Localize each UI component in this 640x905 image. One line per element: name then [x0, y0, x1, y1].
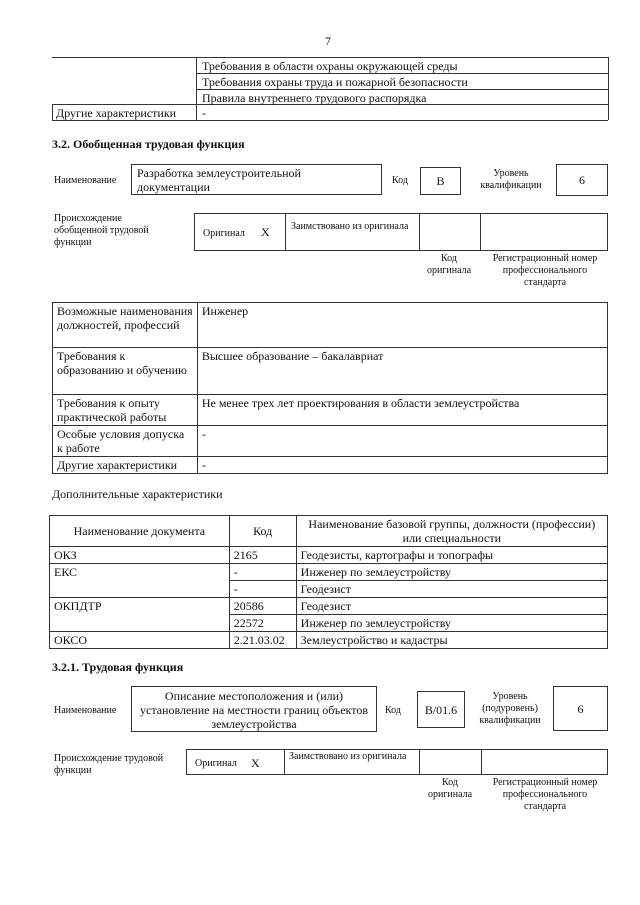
s321-code-label: Код [385, 705, 401, 716]
table-row [53, 303, 608, 348]
table-row [53, 348, 608, 395]
s321-name-box [131, 686, 377, 732]
info-value-cell: Инженер [197, 303, 607, 348]
s321-code-orig-caption: Код оригинала [427, 777, 473, 800]
info-value-cell: - [197, 457, 607, 474]
s32-original-mark: X [261, 225, 270, 239]
code-cell: 20586 [229, 598, 296, 615]
code-cell: - [229, 581, 296, 598]
section-321-title: 3.2.1. Трудовая функция [52, 660, 184, 674]
additional-title: Дополнительные характеристики [52, 487, 223, 501]
info-label-cell: Другие характеристики [53, 457, 198, 474]
s32-origin-box [194, 213, 608, 251]
info-label-cell: Возможные наименования должностей, профессий [53, 303, 198, 348]
table-row [53, 457, 608, 474]
name-cell: Землеустройство и кадастры [296, 632, 607, 649]
top-row-2: Требования охраны труда и пожарной безопасности [202, 75, 468, 89]
s321-origin-box [186, 749, 608, 775]
additional-table [49, 515, 608, 649]
header-doc: Наименование документа [50, 516, 230, 547]
s32-reg-caption: Регистрационный номер профессионального стандарта [492, 253, 598, 288]
name-cell: Геодезисты, картографы и топографы [296, 547, 607, 564]
info-value-cell: Не менее трех лет проектирования в области землеустройства [197, 395, 607, 426]
s321-borrowed-label: Заимствовано из оригинала [289, 751, 407, 762]
top-row-3: Правила внутреннего трудового распорядка [202, 91, 427, 105]
s32-code-label: Код [392, 175, 408, 186]
s32-code-box [420, 167, 461, 195]
table-row [53, 395, 608, 426]
table-row [50, 564, 608, 581]
table-row [50, 632, 608, 649]
s321-origin-label: Происхождение трудовой функции [54, 753, 164, 776]
section-32-title: 3.2. Обобщенная трудовая функция [52, 137, 245, 151]
info-value-cell: - [197, 426, 607, 457]
s32-code-orig-caption: Код оригинала [426, 253, 472, 276]
header-name: Наименование базовой группы, должности (профессии) или специальности [296, 516, 607, 547]
s321-name-value: Описание местоположения и (или) установление на местности границ объектов землеустройства [140, 689, 368, 731]
code-cell: 2.21.03.02 [229, 632, 296, 649]
s321-code-value: B/01.6 [424, 703, 458, 717]
page-number: 7 [325, 34, 331, 48]
doc-cell: ОКПДТР [50, 598, 230, 632]
s321-reg-caption: Регистрационный номер профессионального стандарта [492, 777, 598, 812]
name-cell: Геодезист [296, 581, 607, 598]
doc-cell: ОКЗ [50, 547, 230, 564]
top-other-label: Другие характеристики [56, 106, 177, 120]
s321-original-mark: X [251, 756, 260, 770]
s321-level-label: Уровень (подуровень) квалификации [479, 691, 541, 726]
doc-cell: ОКСО [50, 632, 230, 649]
info-label-cell: Требования к опыту практической работы [53, 395, 198, 426]
top-row-1: Требования в области охраны окружающей среды [202, 59, 458, 73]
name-cell: Инженер по землеустройству [296, 615, 607, 632]
code-cell: - [229, 564, 296, 581]
info-value-cell: Высшее образование – бакалавриат [197, 348, 607, 395]
s321-name-label: Наименование [54, 705, 117, 716]
info-label-cell: Особые условия допуска к работе [53, 426, 198, 457]
table-row [53, 426, 608, 457]
table-header-row [50, 516, 608, 547]
s32-level-label: Уровень квалификации [480, 168, 542, 191]
name-cell: Инженер по землеустройству [296, 564, 607, 581]
s321-level-box [553, 686, 608, 731]
s32-name-label: Наименование [54, 175, 117, 186]
s321-level-value: 6 [577, 702, 584, 716]
s321-original-label: Оригинал [195, 758, 237, 769]
s32-origin-label: Происхождение обобщенной трудовой функции [54, 213, 149, 248]
s32-level-value: 6 [579, 173, 585, 187]
s32-level-box [556, 164, 608, 196]
top-other-value: - [202, 106, 206, 120]
s32-name-box [131, 164, 382, 195]
code-cell: 22572 [229, 615, 296, 632]
name-cell: Геодезист [296, 598, 607, 615]
s32-borrowed-label: Заимствовано из оригинала [291, 221, 409, 232]
table-row [50, 547, 608, 564]
s32-original-label: Оригинал [203, 228, 245, 239]
code-cell: 2165 [229, 547, 296, 564]
s321-code-box [417, 691, 465, 728]
s32-code-value: B [436, 174, 445, 188]
table-row [50, 598, 608, 615]
info-table [52, 302, 608, 474]
doc-cell: ЕКС [50, 564, 230, 598]
info-label-cell: Требования к образованию и обучению [53, 348, 198, 395]
s32-name-value: Разработка землеустроительной документации [137, 166, 301, 194]
header-code: Код [229, 516, 296, 547]
